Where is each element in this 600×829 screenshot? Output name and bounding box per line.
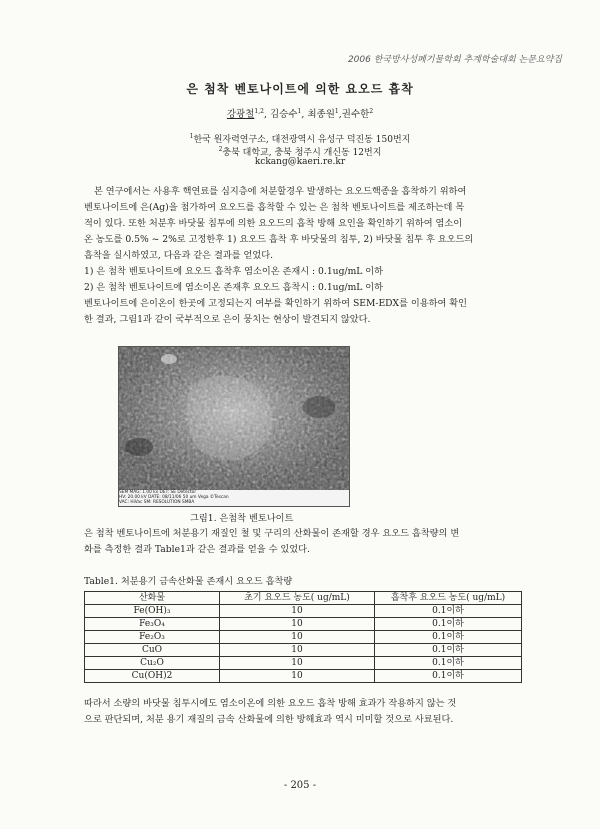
text-line: 1) 은 첨착 벤토나이트에 요오드 흡착후 염소이온 존재시 : 0.1ug/mL 이하 xyxy=(84,266,384,277)
table-cell: CuO xyxy=(85,644,220,657)
table-cell: 0.1이하 xyxy=(375,618,522,631)
author-name: ,권수한 xyxy=(338,109,370,120)
sem-info-line: VAC: HiVac SM: RESOLUTION SMBA xyxy=(119,500,195,505)
author-name: , 김승수 xyxy=(263,109,298,120)
author-affil-mark: 2 xyxy=(369,107,374,115)
affiliation-2: $^2$충북 대학교, 충북 청주시 개신동 12번지 xyxy=(218,146,382,158)
table-row xyxy=(85,657,522,670)
table-cell: 10 xyxy=(220,657,375,670)
text-line: 흡착을 실시하였고, 다음과 같은 결과를 얻었다. xyxy=(84,250,274,261)
first-author: 강광철 xyxy=(226,109,255,120)
contact-email: kckang@kaeri.re.kr xyxy=(254,157,346,167)
text-line: 적이 있다. 또한 처분후 바닷물 침투에 의한 요오드의 흡착 방해 요인을 확인하기 위하여 염소이 xyxy=(84,218,463,229)
sem-image xyxy=(119,347,349,490)
oxide-adsorption-table xyxy=(84,591,522,683)
abstract-paragraph-2 xyxy=(84,526,516,558)
column-header: 산화물 xyxy=(85,592,220,605)
sem-micrograph xyxy=(118,346,350,507)
table-caption: Table1. 처분용기 금속산화물 존재시 요오드 흡착량 xyxy=(84,576,293,587)
abstract-paragraph-1 xyxy=(84,184,516,328)
column-header: 흡착후 요오드 농도( ug/mL) xyxy=(375,592,522,605)
table-row xyxy=(85,670,522,683)
text-line: 은 첨착 벤토나이트에 처분용기 재질인 철 및 구리의 산화물이 존재할 경우 요오드 흡착량의 변 xyxy=(84,528,460,539)
text-line: 본 연구에서는 사용후 핵연료를 심지층에 처분할경우 발생하는 요오드핵종을 흡착하기 위하여 xyxy=(94,186,467,197)
text-line: 2) 은 첨착 벤토나이트에 염소이온 존재후 요오드 흡착시 : 0.1ug/mL 이하 xyxy=(84,282,384,293)
sem-info-line: SEM MAG: 1.00 kx DET: SE Detector xyxy=(119,490,197,495)
author-affil-mark: 1 xyxy=(334,107,339,115)
author-affil-mark: 1 xyxy=(297,107,302,115)
paper-title: 은 첨착 벤토나이트에 의한 요오드 흡착 xyxy=(186,82,414,96)
text-line: 벤토나이트에 은(Ag)을 첨가하여 요오드를 흡착할 수 있는 은 첨착 벤토나이트를 제조하는데 목 xyxy=(84,202,465,213)
sem-info-bar xyxy=(119,490,349,506)
table-cell: 0.1이하 xyxy=(375,605,522,618)
text-line: 으로 판단되며, 처분 용기 재질의 금속 산화물에 의한 방해효과 역시 미미할 것으로 사료된다. xyxy=(84,714,454,725)
figure-caption: 그림1. 은첨착 벤토나이트 xyxy=(190,513,294,524)
table-row xyxy=(85,631,522,644)
text-line: 화를 측정한 결과 Table1과 같은 결과를 얻을 수 있었다. xyxy=(84,544,310,555)
page-number: - 205 - xyxy=(283,780,317,791)
table-cell: Cu₂O xyxy=(85,657,220,670)
sem-info-line: HV: 20.00 kV DATE: 08/11/06 50 um Vega ©Tescan xyxy=(119,495,229,500)
table-cell: 10 xyxy=(220,618,375,631)
table-cell: Cu(OH)2 xyxy=(85,670,220,683)
affiliation-1: $^1$한국 원자력연구소, 대전광역시 유성구 덕진동 150번지 xyxy=(189,133,411,145)
author-affil-mark: 1,2 xyxy=(254,107,264,115)
table-cell: 10 xyxy=(220,631,375,644)
table-cell: 0.1이하 xyxy=(375,657,522,670)
author-line xyxy=(0,106,600,120)
table-header-row xyxy=(85,592,522,605)
table-row xyxy=(85,618,522,631)
column-header: 초기 요오드 농도( ug/mL) xyxy=(220,592,375,605)
table-row xyxy=(85,644,522,657)
text-line: 한 결과, 그림1과 같이 국부적으로 은이 뭉치는 현상이 발견되지 않았다. xyxy=(84,314,371,325)
table-cell: 10 xyxy=(220,644,375,657)
table-cell: Fe(OH)₃ xyxy=(85,605,220,618)
abstract-paragraph-3 xyxy=(84,696,516,728)
table-cell: Fe₃O₄ xyxy=(85,618,220,631)
table-cell: 0.1이하 xyxy=(375,644,522,657)
table-cell: 0.1이하 xyxy=(375,631,522,644)
text-line: 따라서 소량의 바닷물 침투시에도 염소이온에 의한 요오드 흡착 방해 효과가 작용하지 않는 것 xyxy=(84,698,457,709)
text-line: 온 농도를 0.5% ~ 2%로 고정한후 1) 요오드 흡착 후 바닷물의 침투, 2) 바닷물 침투 후 요오드의 xyxy=(84,234,474,245)
table-cell: 10 xyxy=(220,670,375,683)
table-cell: 10 xyxy=(220,605,375,618)
text-line: 벤토나이트에 은이온이 한곳에 고정되는지 여부를 확인하기 위하여 SEM-EDX를 이용하여 확인 xyxy=(84,298,468,309)
table-cell: 0.1이하 xyxy=(375,670,522,683)
table-row xyxy=(85,605,522,618)
author-name: , 최종원 xyxy=(301,109,335,120)
running-header: 2006 한국방사성폐기물학회 추계학술대회 논문요약집 xyxy=(347,55,562,65)
table-cell: Fe₂O₃ xyxy=(85,631,220,644)
